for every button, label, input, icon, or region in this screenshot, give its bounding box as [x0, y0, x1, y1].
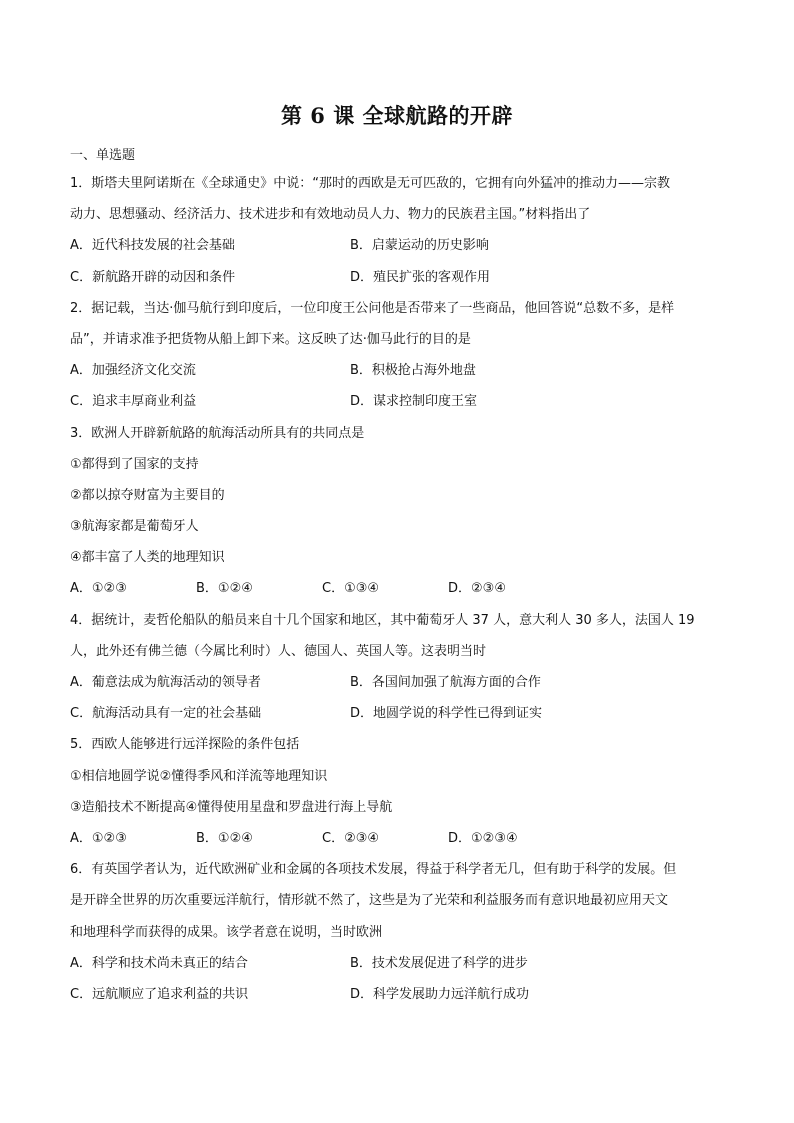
- statement-item: ①都得到了国家的支持: [70, 456, 199, 472]
- statement-item: ①相信地圆学说②懂得季风和洋流等地理知识: [70, 768, 328, 784]
- option-a[interactable]: A．①②③: [70, 581, 127, 597]
- question-4: [70, 605, 724, 730]
- option-b[interactable]: B．①②④: [196, 581, 253, 597]
- question-list: [70, 168, 724, 1010]
- option-c[interactable]: C．①③④: [322, 581, 380, 597]
- question-1: [70, 168, 724, 293]
- question-stem-line: 品”，并请求准予把货物从船上卸下来。这反映了达·伽马此行的目的是: [70, 331, 471, 347]
- question-3: [70, 418, 724, 605]
- question-stem-line: 是开辟全世界的历次重要远洋航行，情形就不然了，这些是为了光荣和利益服务而有意识地最初应用天文: [70, 893, 669, 909]
- option-c[interactable]: C．远航顺应了追求利益的共识: [70, 986, 249, 1002]
- option-d[interactable]: D．①②③④: [448, 830, 518, 846]
- option-b[interactable]: B．启蒙运动的历史影响: [350, 238, 489, 254]
- option-row: [70, 667, 724, 698]
- option-a[interactable]: A．①②③: [70, 830, 127, 846]
- section-heading: 一、单选题: [70, 148, 136, 163]
- option-row: [70, 355, 724, 386]
- option-b[interactable]: B．技术发展促进了科学的进步: [350, 955, 528, 971]
- option-d[interactable]: D．②③④: [448, 581, 506, 597]
- option-c[interactable]: C．航海活动具有一定的社会基础: [70, 706, 262, 722]
- option-row: [70, 573, 724, 604]
- option-row: [70, 230, 724, 261]
- option-row: [70, 979, 724, 1010]
- statement-item: ②都以掠夺财富为主要目的: [70, 487, 225, 503]
- question-5: [70, 729, 724, 854]
- question-stem-line: 3．欧洲人开辟新航路的航海活动所具有的共同点是: [70, 425, 365, 441]
- option-row: [70, 386, 724, 417]
- option-c[interactable]: C．新航路开辟的动因和条件: [70, 269, 236, 285]
- option-a[interactable]: A．葡意法成为航海活动的领导者: [70, 675, 261, 690]
- option-a[interactable]: A．加强经济文化交流: [70, 363, 196, 379]
- question-6: [70, 854, 724, 1010]
- question-stem-line: 动力、思想骚动、经济活力、技术进步和有效地动员人力、物力的民族君主国。”材料指出了: [70, 207, 591, 223]
- statement-item: ④都丰富了人类的地理知识: [70, 550, 225, 566]
- option-b[interactable]: B．①②④: [196, 830, 253, 846]
- option-d[interactable]: D．地圆学说的科学性已得到证实: [350, 706, 543, 722]
- statement-item: ③航海家都是葡萄牙人: [70, 519, 199, 535]
- question-stem-line: 1．斯塔夫里阿诺斯在《全球通史》中说：“那时的西欧是无可匹敌的，它拥有向外猛冲的推动力——宗教: [70, 176, 671, 191]
- option-a[interactable]: A．近代科技发展的社会基础: [70, 238, 235, 254]
- question-stem-line: 2．据记载，当达·伽马航行到印度后，一位印度王公问他是否带来了一些商品，他回答说“总数不多，是样: [70, 300, 675, 316]
- option-row: [70, 823, 724, 854]
- question-stem-line: 5．西欧人能够进行远洋探险的条件包括: [70, 737, 300, 753]
- question-stem-line: 和地理科学而获得的成果。该学者意在说明，当时欧洲: [70, 924, 383, 940]
- question-stem-line: 人，此外还有佛兰德（今属比利时）人、德国人、英国人等。这表明当时: [70, 643, 487, 659]
- option-b[interactable]: B．积极抢占海外地盘: [350, 363, 476, 379]
- question-stem-line: 4．据统计，麦哲伦船队的船员来自十几个国家和地区，其中葡萄牙人 37 人，意大利人 30 多人，法国人 19: [70, 612, 695, 628]
- option-d[interactable]: D．谋求控制印度王室: [350, 394, 478, 410]
- option-row: [70, 948, 724, 979]
- statement-item: ③造船技术不断提高④懂得使用星盘和罗盘进行海上导航: [70, 799, 393, 815]
- option-c[interactable]: C．追求丰厚商业利益: [70, 394, 197, 410]
- option-b[interactable]: B．各国间加强了航海方面的合作: [350, 675, 541, 690]
- option-row: [70, 698, 724, 729]
- question-2: [70, 293, 724, 418]
- page-title: 第 6 课 全球航路的开辟: [280, 103, 514, 128]
- question-stem-line: 6．有英国学者认为，近代欧洲矿业和金属的各项技术发展，得益于科学者无几，但有助于科学的发展。但: [70, 862, 677, 878]
- option-a[interactable]: A．科学和技术尚未真正的结合: [70, 955, 248, 971]
- option-d[interactable]: D．科学发展助力远洋航行成功: [350, 986, 530, 1002]
- option-c[interactable]: C．②③④: [322, 830, 380, 846]
- option-row: [70, 262, 724, 293]
- option-d[interactable]: D．殖民扩张的客观作用: [350, 269, 491, 285]
